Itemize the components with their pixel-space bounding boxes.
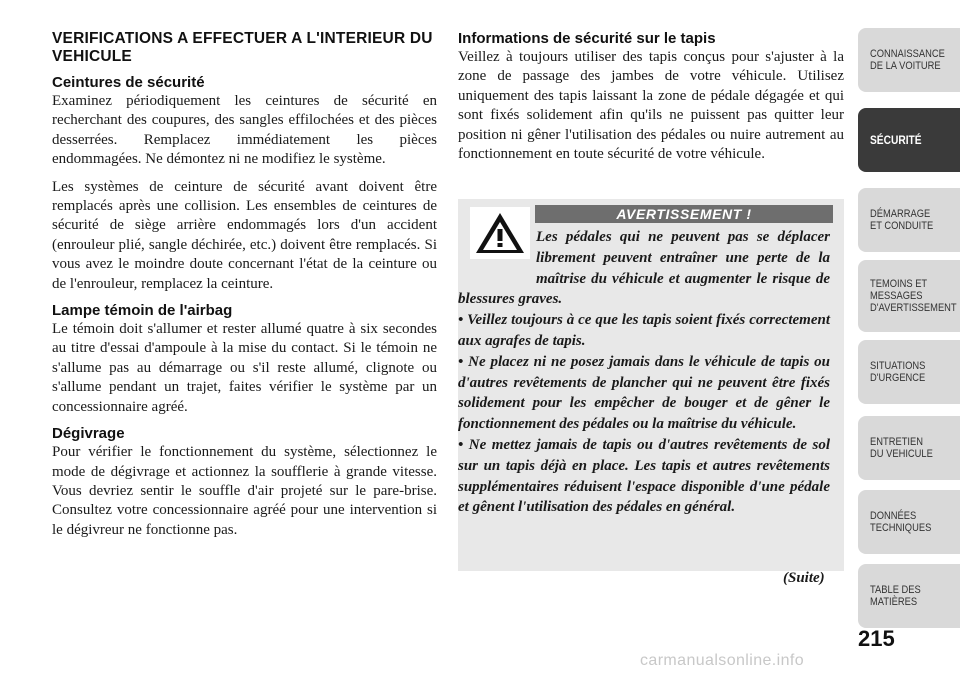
- tab-situations[interactable]: SITUATIONS D'URGENCE: [858, 340, 960, 404]
- airbag-paragraph: Le témoin doit s'allumer et rester allumé quatre à six secondes au titre d'essai d'ampoule à la mise du contact. Si le témoin ne s'allume pas au démarrage ou s'il reste allumé, clignote ou s'allume pendant un trajet, faites vérifier le système par un concessionnaire agréé.: [52, 321, 437, 415]
- warning-bullet-3: • Ne mettez jamais de tapis ou d'autres revêtements de sol sur un tapis déjà en place. Les tapis et autres revêtements supplémentaires réduisent l'espace disponible d'une pédale et gênent l'utilisation des pédales en général.: [458, 436, 830, 516]
- seatbelts-section: [52, 74, 437, 294]
- tab-securite[interactable]: SÉCURITÉ: [858, 108, 960, 172]
- tab-table[interactable]: TABLE DES MATIÈRES: [858, 564, 960, 628]
- warning-bullet-1: • Veillez toujours à ce que les tapis soient fixés correctement aux agrafes de tapis.: [458, 312, 830, 349]
- warning-box: [458, 199, 844, 571]
- defrost-title: Dégivrage: [52, 425, 125, 443]
- seatbelts-paragraph-2: Les systèmes de ceinture de sécurité avant doivent être remplacés après une collision. Les ensembles de ceintures de sécurité de siège arrière endommagés lors d'un accident (enrouleur plié, sangle déchirée, etc.) doivent être remplacés. Si vous avez le moindre doute concernant l'état de la ceinture ou de l'enrouleur, remplacez la ceinture.: [52, 178, 437, 292]
- continued-label: (Suite): [783, 570, 825, 586]
- left-column: [52, 30, 437, 548]
- mats-title: Informations de sécurité sur le tapis: [458, 30, 716, 47]
- mats-paragraph: Veillez à toujours utiliser des tapis conçus pour s'ajuster à la zone de passage des jambes de votre véhicule. Utilisez uniquement des tapis laissant la zone de pédale dégagée et qui sont fixés solidement afin qu'ils ne puissent pas quitter leur position ni gêner l'utilisation des pédales ou nuire autrement au fonctionnement en toute sécurité de votre véhicule.: [458, 49, 844, 163]
- right-column: [458, 30, 844, 172]
- seatbelts-title: Ceintures de sécurité: [52, 74, 205, 91]
- warning-bullet-2: • Ne placez ni ne posez jamais dans le véhicule de tapis ou d'autres revêtements de plancher qui ne peuvent être fixés solidement pour les empêcher de bouger et de gêner le fonctionnement des pédales ou la maîtrise du véhicule.: [458, 353, 830, 433]
- defrost-paragraph: Pour vérifier le fonctionnement du système, sélectionnez le mode de dégivrage et actionnez la soufflerie à grande vitesse. Vous devriez sentir le souffle d'air projeté sur le pare-brise. Consultez votre concessionnaire agréé pour une intervention si le dégivreur ne fonctionne pas.: [52, 444, 437, 538]
- tab-connaissance[interactable]: CONNAISSANCE DE LA VOITURE: [858, 28, 960, 92]
- page-number: 215: [858, 626, 895, 651]
- tab-donnees[interactable]: DONNÉES TECHNIQUES: [858, 490, 960, 554]
- section-heading: VERIFICATIONS A EFFECTUER A L'INTERIEUR DU VEHICULE: [52, 30, 433, 65]
- tab-temoins[interactable]: TEMOINS ET MESSAGES D'AVERTISSEMENT: [858, 260, 960, 332]
- warning-intro: Les pédales qui ne peuvent pas se déplacer librement peuvent entraîner une perte de la maîtrise du véhicule et augmenter le risque de blessures graves.: [458, 229, 830, 308]
- airbag-title: Lampe témoin de l'airbag: [52, 302, 233, 320]
- watermark: carmanualsonline.info: [640, 652, 805, 669]
- tab-demarrage[interactable]: DÉMARRAGE ET CONDUITE: [858, 188, 960, 252]
- warning-body: [458, 227, 830, 518]
- warning-title: AVERTISSEMENT !: [535, 205, 833, 223]
- tab-entretien[interactable]: ENTRETIEN DU VEHICULE: [858, 416, 960, 480]
- seatbelts-paragraph-1: Examinez périodiquement les ceintures de sécurité en recherchant des coupures, des sangles effilochées et des pièces desserrées. Remplacez immédiatement les pièces endommagées. Ne démontez ni ne modifiez le système.: [52, 93, 437, 168]
- defrost-section: [52, 425, 437, 540]
- airbag-section: [52, 302, 437, 417]
